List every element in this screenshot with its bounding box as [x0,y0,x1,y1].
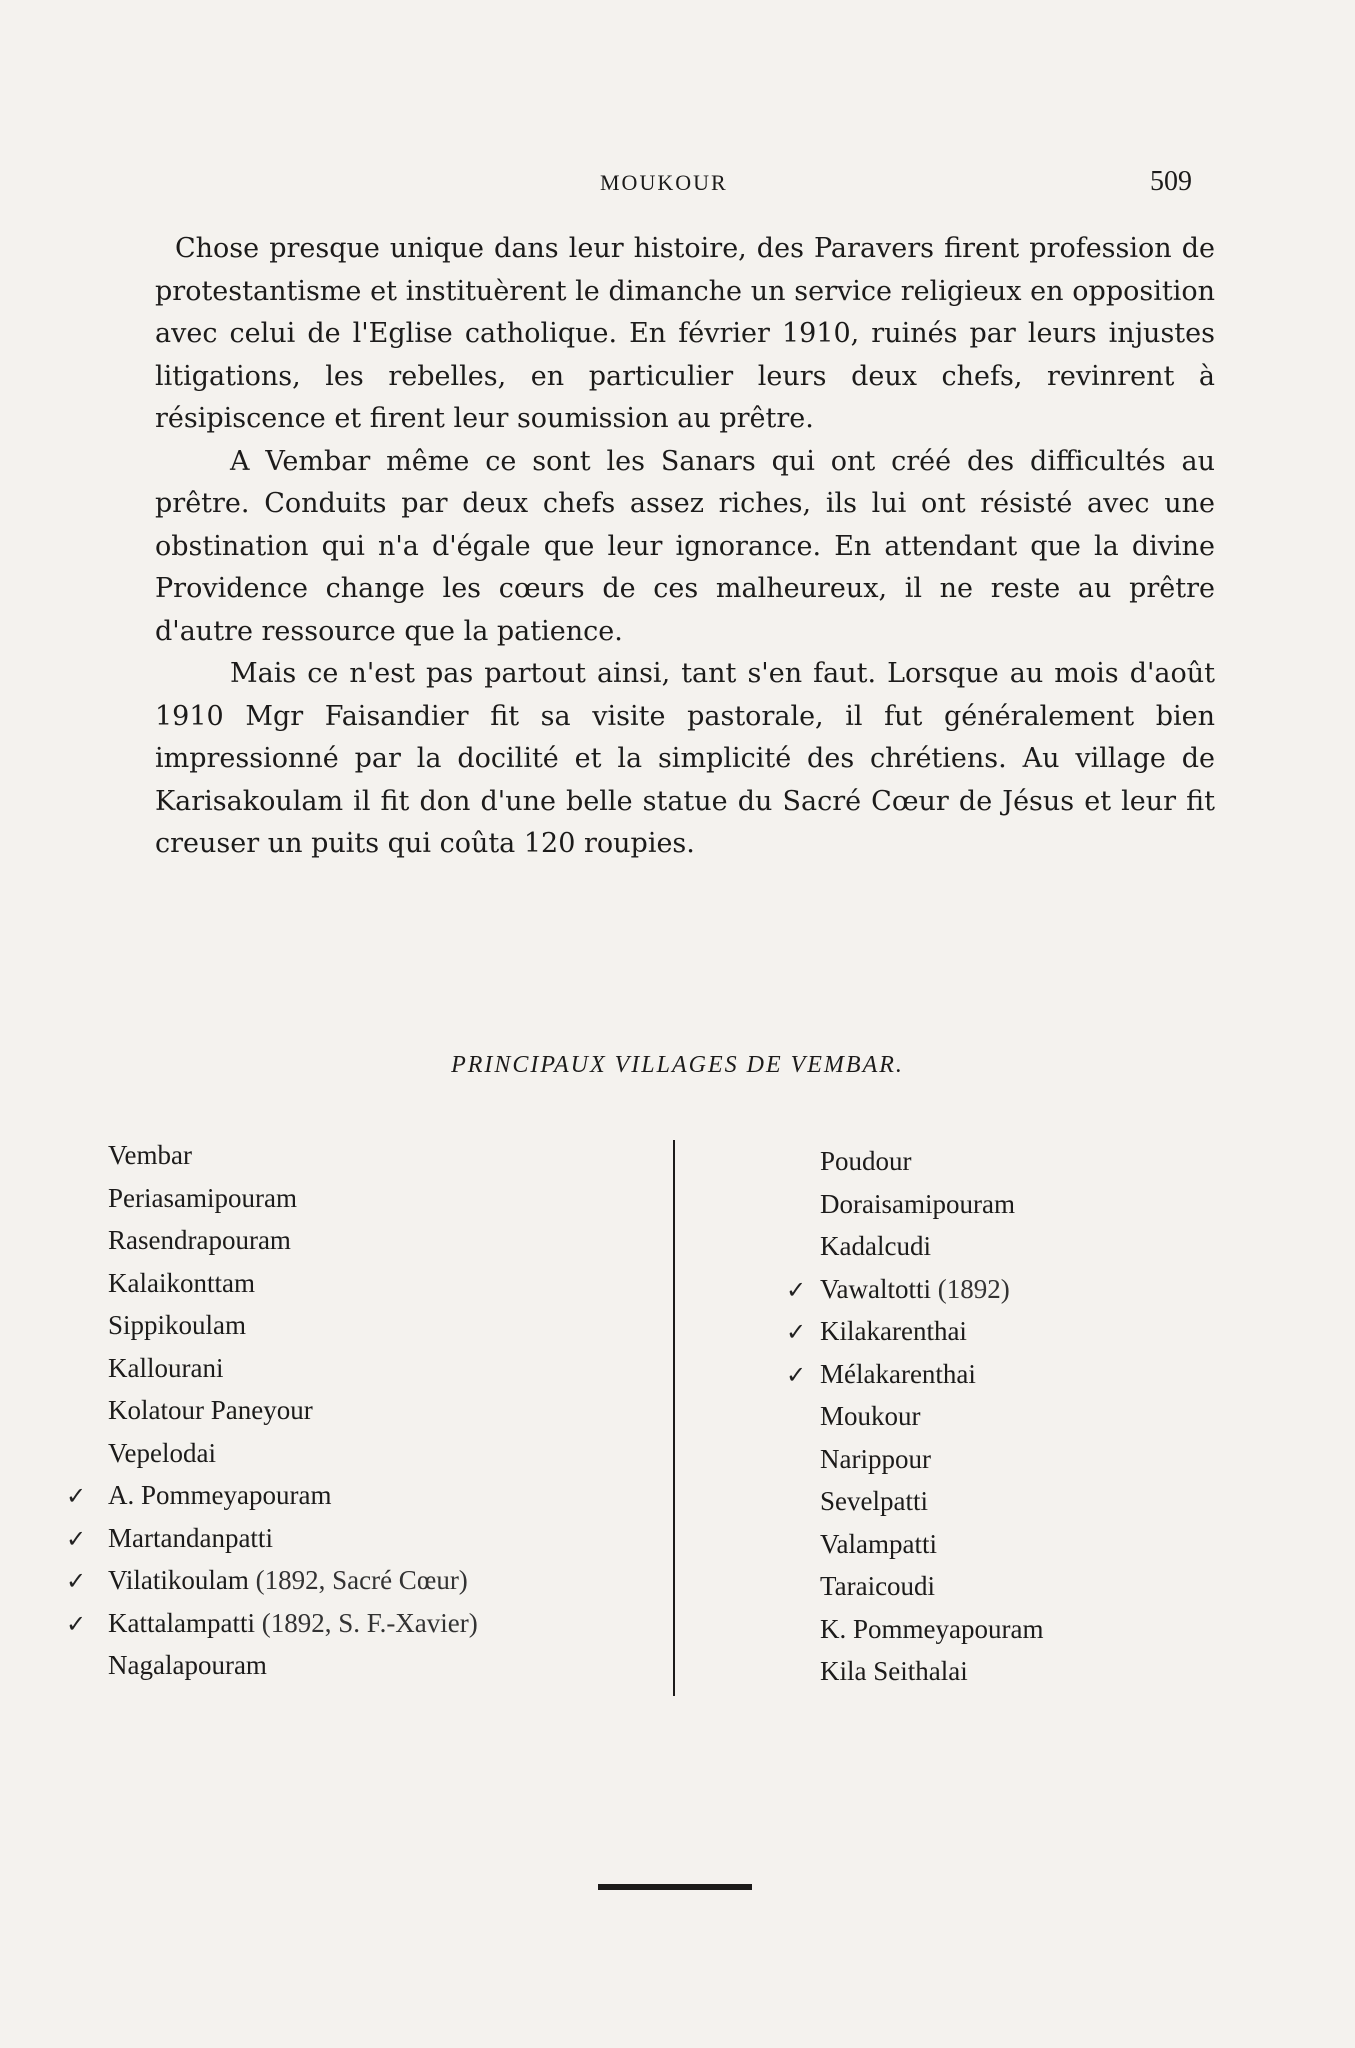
running-title: MOUKOUR [600,170,728,195]
village-note: (1892, Sacré Cœur) [255,1565,468,1595]
villages-title: PRINCIPAUX VILLAGES DE VEMBAR. [451,1052,904,1078]
village-name: Mélakarenthai [820,1358,976,1389]
village-name: K. Pommeyapouram [820,1613,1044,1644]
paragraph: A Vembar même ce sont les Sanars qui ont créé des difficultés au prêtre. Conduits par deux chefs assez riches, ils lui ont résisté avec une obstination qui n'a d'égale que leur ignorance. En attendant que la divine Providence change les cœurs de ces malheureux, il ne reste au prêtre d'autre ressource que la patience. [155,445,1215,647]
body-text [155,228,1215,866]
village-note: (1892, S. F.-Xavier) [261,1607,478,1638]
village-item [820,1183,1043,1226]
check-mark-icon: ✓ [66,1484,87,1510]
village-name: Narippour [820,1443,931,1474]
village-item [66,1559,478,1602]
village-name: Moukour [820,1401,921,1431]
village-item [108,1177,478,1220]
village-item [108,1134,478,1177]
village-item [108,1219,478,1262]
village-note: (1892) [937,1273,1010,1304]
village-item [820,1395,1043,1438]
village-item [786,1268,1043,1311]
column-divider [673,1140,675,1696]
village-item [820,1438,1043,1481]
village-name: Valampatti [820,1528,937,1559]
check-mark-icon: ✓ [66,1569,87,1595]
village-item [66,1517,478,1560]
end-rule [598,1884,752,1890]
village-name: Taraicoudi [820,1571,936,1601]
paragraph: Chose presque unique dans leur histoire, des Paravers firent profession de protestantisme et instituèrent le dimanche un service religieux en opposition avec celui de l'Eglise catholique. En février 1910, ruinés par leurs injustes litigations, les rebelles, en particulier leurs deux chefs, revinrent à résipiscence et firent leur soumission au prêtre. [155,233,1215,434]
running-head [0,166,1355,210]
village-name: Kattalampatti [108,1607,255,1638]
village-name: Kadalcudi [820,1231,931,1261]
village-name: Sevelpatti [820,1486,928,1516]
check-mark-icon: ✓ [66,1526,87,1553]
village-name: Vawaltotti [820,1273,931,1304]
village-name: Rasendrapouram [108,1225,291,1255]
village-item [108,1262,478,1305]
village-item [108,1432,478,1475]
check-mark-icon: ✓ [786,1362,807,1389]
village-item [786,1310,1043,1353]
village-name: Vembar [108,1140,192,1170]
village-item [820,1480,1043,1523]
village-name: Sippikoulam [108,1310,247,1340]
village-item [66,1602,478,1645]
village-item [786,1353,1043,1396]
page-number: 509 [1150,166,1192,197]
village-item [66,1474,478,1517]
village-name: A. Pommeyapouram [108,1480,332,1510]
check-mark-icon: ✓ [66,1611,87,1638]
check-mark-icon: ✓ [786,1277,807,1304]
check-mark-icon: ✓ [786,1320,807,1346]
village-name: Poudour [820,1146,912,1176]
village-name: Vepelodai [108,1437,216,1468]
village-name: Kilakarenthai [820,1316,967,1346]
village-name: Periasamipouram [108,1182,297,1213]
village-item [108,1347,478,1390]
villages-right-column [786,1140,1044,1693]
village-name: Kila Seithalai [820,1656,968,1686]
village-name: Vilatikoulam [108,1565,249,1595]
village-item [108,1644,478,1687]
village-name: Kolatour Paneyour [108,1395,313,1425]
village-item [108,1389,478,1432]
village-item [820,1225,1043,1268]
village-name: Martandanpatti [108,1522,273,1553]
village-item [820,1650,1043,1693]
village-item [820,1565,1043,1608]
village-item [820,1523,1043,1566]
villages-left-column [66,1134,478,1687]
village-item [820,1140,1043,1183]
village-name: Kallourani [108,1352,224,1383]
village-item [820,1608,1043,1651]
village-item [108,1304,478,1347]
village-name: Doraisamipouram [820,1188,1015,1219]
village-name: Kalaikonttam [108,1267,255,1298]
village-name: Nagalapouram [108,1650,267,1680]
paragraph: Mais ce n'est pas partout ainsi, tant s'en faut. Lorsque au mois d'août 1910 Mgr Faisandier fit sa visite pastorale, il fut généralement bien impressionné par la docilité et la simplicité des chrétiens. Au village de Karisakoulam il fit don d'une belle statue du Sacré Cœur de Jésus et leur fit creuser un puits qui coûta 120 roupies. [155,658,1215,859]
